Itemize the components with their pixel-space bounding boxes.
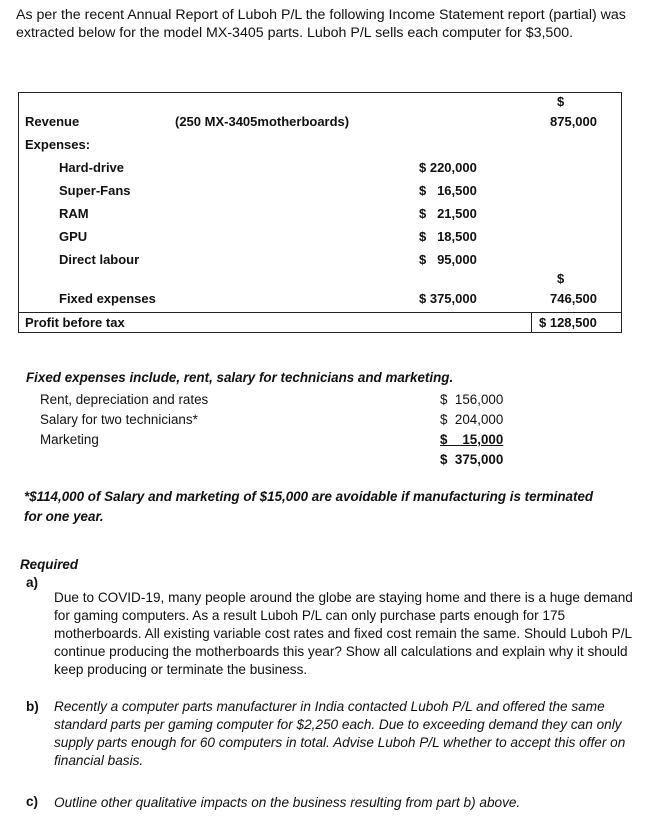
total-dollar-sign: $ [557, 271, 565, 286]
revenue-label: Revenue [25, 114, 80, 129]
fixed-item-value-1: $ 204,000 [440, 412, 504, 427]
fixed-item-label-0: Rent, depreciation and rates [40, 392, 209, 407]
fixed-breakdown-heading: Fixed expenses include, rent, salary for technicians and marketing. [26, 370, 454, 385]
expense-value-0: $ 220,000 [419, 160, 477, 175]
profit-value: $ 128,500 [539, 315, 597, 330]
expense-label-0: Hard-drive [59, 160, 125, 175]
income-statement-table [18, 92, 622, 333]
expense-value-2: $ 21,500 [419, 206, 477, 221]
intro-paragraph: As per the recent Annual Report of Luboh P/L the following Income Statement report (partial) was extracted below for the model MX-3405 parts. Luboh P/L sells each computer for $3,500. [16, 7, 626, 41]
expenses-label: Expenses: [25, 137, 91, 152]
question-c-label: c) [26, 794, 39, 809]
fixed-item-label-2: Marketing [40, 432, 99, 447]
fixed-expenses-label: Fixed expenses [59, 291, 156, 306]
expense-value-4: $ 95,000 [419, 252, 477, 267]
fixed-footnote: *$114,000 of Salary and marketing of $15,000 are avoidable if manufacturing is terminated for one year. [24, 489, 594, 524]
expense-value-3: $ 18,500 [419, 229, 477, 244]
question-a-text: Due to COVID-19, many people around the globe are staying home and there is a huge demand for gaming computers. As a result Luboh P/L can only purchase parts enough for 175 motherboards. All existing variable cost rates and fixed cost remain the same. Should Luboh P/L continue producing the motherboards this year? Show all calculations and explain why it should keep producing or terminate the business. [54, 590, 633, 677]
question-a-label: a) [26, 575, 39, 590]
required-heading: Required [20, 557, 79, 572]
expense-label-3: GPU [59, 229, 88, 244]
revenue-dollar-sign: $ [557, 94, 565, 109]
fixed-expenses-value: $ 375,000 [419, 291, 477, 306]
question-b-text: Recently a computer parts manufacturer in India contacted Luboh P/L and offered the same standard parts per gaming computer for $2,250 each. Due to exceeding demand they can only supply parts enough for 60 computers in total. Advise Luboh P/L whether to accept this offer on financial basis. [54, 699, 626, 768]
profit-cell-divider [531, 312, 532, 332]
fixed-item-value-0: $ 156,000 [440, 392, 504, 407]
expense-value-1: $ 16,500 [419, 183, 477, 198]
total-expenses-value: 746,500 [550, 291, 597, 306]
expense-label-2: RAM [59, 206, 89, 221]
fixed-item-label-1: Salary for two technicians* [40, 412, 198, 427]
profit-label: Profit before tax [25, 315, 125, 330]
question-c-text: Outline other qualitative impacts on the business resulting from part b) above. [54, 795, 521, 810]
expense-label-4: Direct labour [59, 252, 140, 267]
expense-label-1: Super-Fans [59, 183, 131, 198]
fixed-total-value: $ 375,000 [440, 452, 504, 467]
fixed-item-value-2: $ 15,000 [440, 432, 504, 447]
revenue-note: (250 MX-3405motherboards) [175, 114, 350, 129]
question-b-label: b) [26, 699, 39, 714]
revenue-value: 875,000 [550, 114, 597, 129]
